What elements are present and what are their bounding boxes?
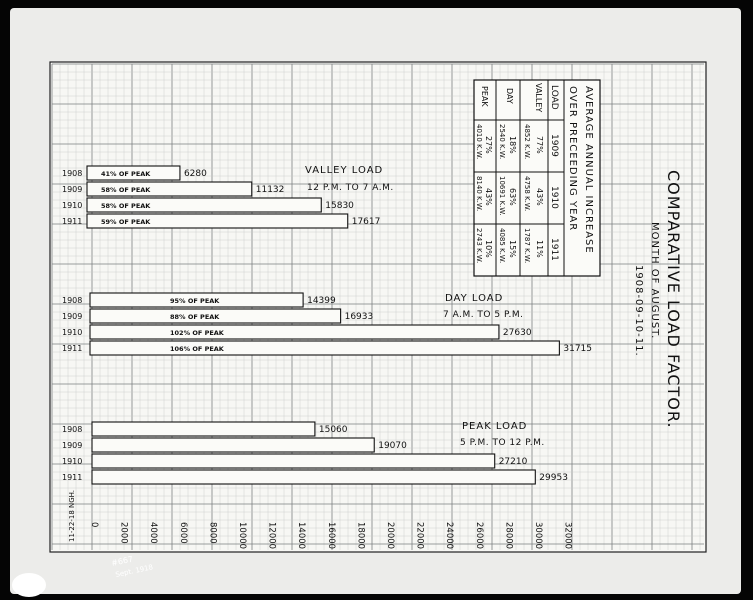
x-tick-label: 28000 <box>503 522 514 550</box>
x-tick-label: 14000 <box>296 522 307 550</box>
x-tick-label: 30000 <box>533 522 543 550</box>
negative-note: Sept. 1918 <box>114 563 154 579</box>
bar-peak-label: 106% OF PEAK <box>170 345 224 353</box>
x-tick-label: 4000 <box>148 522 159 544</box>
chart-years: 1908-09-10-11. <box>633 265 644 357</box>
table-header-1910: 1910 <box>549 186 559 209</box>
table-cell: 10% <box>484 240 493 258</box>
year-label: 1909 <box>62 441 83 450</box>
table-cell: 4010 K.W. <box>475 124 483 160</box>
series-title: PEAK LOAD <box>462 421 528 432</box>
bar <box>92 422 315 436</box>
year-label: 1910 <box>62 457 83 466</box>
table-cell: 2743 K.W. <box>475 228 483 264</box>
bar <box>92 454 495 468</box>
table-cell: 77% <box>535 136 544 154</box>
year-label: 1908 <box>62 296 83 305</box>
bar-value-label: 31715 <box>563 344 593 354</box>
series-hours: 7 A.M. TO 5 P.M. <box>443 310 524 320</box>
x-tick-label: 16000 <box>325 522 336 550</box>
series-hours: 5 P.M. TO 12 P.M. <box>460 438 545 448</box>
year-label: 1911 <box>62 217 83 226</box>
table-cell: 8140 K.W. <box>475 176 483 212</box>
year-label: 1910 <box>62 201 83 210</box>
table-row-label: PEAK <box>480 86 489 107</box>
table-header-1911: 1911 <box>549 238 559 261</box>
bar-peak-label: 41% OF PEAK <box>101 170 151 178</box>
table-cell: 4852 K.W. <box>523 124 531 160</box>
x-tick-label: 8000 <box>207 522 218 544</box>
x-tick-label: 32000 <box>562 522 573 550</box>
bar-value-label: 15060 <box>318 425 348 435</box>
table-cell: 4758 K.W. <box>523 176 531 212</box>
table-cell: 1787 K.W. <box>523 228 531 264</box>
table-cell: 4085 K.W. <box>498 228 506 264</box>
table-cell: 63% <box>508 188 517 206</box>
table-cell: 15% <box>508 240 517 258</box>
bar-peak-label: 58% OF PEAK <box>101 202 151 210</box>
table-cell: 43% <box>535 188 544 206</box>
bar-value-label: 19070 <box>378 441 407 451</box>
bar-value-label: 11132 <box>255 185 285 195</box>
year-label: 1909 <box>62 312 83 321</box>
x-tick-label: 2000 <box>118 522 129 544</box>
table-header-load: LOAD <box>549 85 559 110</box>
bar-value-label: 15830 <box>325 201 354 211</box>
bar <box>90 325 499 339</box>
increase-table <box>474 80 600 276</box>
bar <box>92 438 374 452</box>
year-label: 1908 <box>62 425 83 434</box>
table-cell: 10691 K.W. <box>498 176 506 216</box>
bar-peak-label: 59% OF PEAK <box>101 218 151 226</box>
table-header-1909: 1909 <box>549 134 559 157</box>
table-row-label: DAY <box>505 88 514 104</box>
year-label: 1909 <box>62 185 83 194</box>
table-cell: 18% <box>508 136 517 154</box>
x-tick-label: 10000 <box>237 522 247 550</box>
bar <box>90 341 559 355</box>
year-label: 1910 <box>62 328 83 337</box>
x-tick-label: 26000 <box>473 522 484 550</box>
table-title: AVERAGE ANNUAL INCREASE <box>583 86 594 254</box>
year-label: 1911 <box>62 473 83 482</box>
chart-title: COMPARATIVE LOAD FACTOR. <box>664 170 683 429</box>
series-title: DAY LOAD <box>445 293 504 304</box>
x-tick-label: 22000 <box>414 522 425 550</box>
chart-subtitle: MONTH OF AUGUST. <box>649 222 660 340</box>
bar-value-label: 27210 <box>498 457 528 467</box>
punch-hole <box>12 573 46 597</box>
year-label: 1908 <box>62 169 83 178</box>
axis-corner-note: 11-22-18 NGH. <box>68 489 76 542</box>
series-hours: 12 P.M. TO 7 A.M. <box>307 183 394 193</box>
negative-number: #667 <box>110 554 134 568</box>
table-subtitle: OVER PRECEEDING YEAR <box>567 86 578 232</box>
table-cell: 11% <box>535 240 544 258</box>
bar-value-label: 27630 <box>502 328 532 338</box>
x-tick-label: 24000 <box>444 522 455 550</box>
bar-peak-label: 102% OF PEAK <box>170 329 224 337</box>
table-cell: 27% <box>484 136 493 154</box>
bar-value-label: 14399 <box>307 296 336 306</box>
bar-value-label: 6280 <box>183 169 207 179</box>
x-tick-label: 12000 <box>266 522 277 550</box>
bar-peak-label: 58% OF PEAK <box>101 186 151 194</box>
year-label: 1911 <box>62 344 83 353</box>
bar-value-label: 17617 <box>351 217 381 227</box>
bar-peak-label: 95% OF PEAK <box>170 297 220 305</box>
bar-value-label: 16933 <box>344 312 374 322</box>
bar <box>92 470 535 484</box>
table-row-label: VALLEY <box>534 83 543 113</box>
bar-value-label: 29953 <box>539 473 568 483</box>
table-cell: 43% <box>484 188 493 206</box>
table-cell: 2540 K.W. <box>498 124 506 160</box>
x-tick-label: 20000 <box>385 522 395 550</box>
bar-peak-label: 88% OF PEAK <box>170 313 220 321</box>
series-title: VALLEY LOAD <box>305 165 384 176</box>
x-tick-label: 0 <box>89 522 99 528</box>
x-tick-label: 18000 <box>355 522 366 550</box>
x-tick-label: 6000 <box>177 522 188 544</box>
